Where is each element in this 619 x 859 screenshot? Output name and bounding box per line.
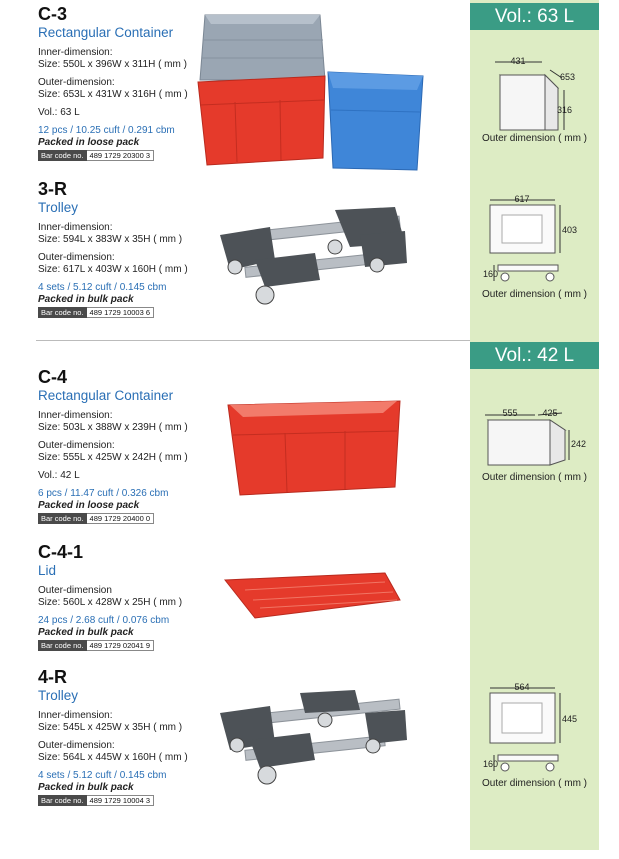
barcode: Bar code no. 489 1729 02041 9 bbox=[38, 640, 182, 651]
product-code: C-4 bbox=[38, 367, 68, 387]
inner-size: Size: 594L x 383W x 35H ( mm ) bbox=[38, 234, 183, 245]
product-code: C-4-1 bbox=[38, 542, 84, 562]
dimension-diagram-3r bbox=[480, 195, 590, 290]
inner-size: Size: 550L x 396W x 311H ( mm ) bbox=[38, 59, 187, 70]
crate-stack-image bbox=[195, 10, 430, 175]
inner-label: Inner-dimension: bbox=[38, 222, 113, 233]
inner-size: Size: 503L x 388W x 239H ( mm ) bbox=[38, 422, 188, 433]
product-c4 bbox=[38, 368, 188, 524]
wheel bbox=[228, 260, 242, 274]
svg-text:555: 555 bbox=[502, 408, 518, 418]
inner-label: Inner-dimension: bbox=[38, 47, 113, 58]
barcode: Bar code no. 489 1729 10004 3 bbox=[38, 795, 188, 806]
packing-type: Packed in bulk pack bbox=[38, 294, 134, 305]
product-code: 4-R bbox=[38, 667, 68, 687]
red-lid-image bbox=[215, 570, 405, 625]
outer-label: Outer-dimension: bbox=[38, 252, 115, 263]
product-name: Trolley bbox=[38, 688, 79, 703]
svg-text:242: 242 bbox=[571, 439, 587, 449]
packing-type: Packed in bulk pack bbox=[38, 627, 134, 638]
inner-label: Inner-dimension: bbox=[38, 410, 113, 421]
svg-text:160: 160 bbox=[483, 269, 499, 279]
product-4r bbox=[38, 668, 188, 806]
pack-info: 6 pcs / 11.47 cuft / 0.326 cbm bbox=[38, 488, 169, 499]
svg-text:403: 403 bbox=[562, 225, 578, 235]
wheel bbox=[230, 738, 244, 752]
svg-text:316: 316 bbox=[557, 105, 573, 115]
diagram-caption: Outer dimension ( mm ) bbox=[481, 472, 588, 483]
svg-text:160: 160 bbox=[483, 759, 499, 769]
packing-type: Packed in bulk pack bbox=[38, 782, 134, 793]
trolley-4r-image bbox=[215, 688, 410, 788]
inner-size: Size: 545L x 425W x 35H ( mm ) bbox=[38, 722, 183, 733]
pack-info: 12 pcs / 10.25 cuft / 0.291 cbm bbox=[38, 125, 175, 136]
pack-info: 4 sets / 5.12 cuft / 0.145 cbm bbox=[38, 770, 167, 781]
pack-info: 24 pcs / 2.68 cuft / 0.076 cbm bbox=[38, 615, 170, 626]
outer-size: Size: 653L x 431W x 316H ( mm ) bbox=[38, 89, 188, 100]
svg-text:617: 617 bbox=[514, 195, 530, 204]
svg-text:431: 431 bbox=[510, 56, 526, 66]
diagram-caption: Outer dimension ( mm ) bbox=[481, 133, 588, 144]
volume-text: Vol.: 63 L bbox=[38, 107, 80, 118]
trolley-3r-image bbox=[215, 205, 410, 310]
dimension-diagram-4r bbox=[480, 683, 590, 778]
product-c41 bbox=[38, 543, 182, 651]
svg-text:653: 653 bbox=[560, 72, 576, 82]
product-name: Trolley bbox=[38, 200, 79, 215]
outer-label: Outer-dimension: bbox=[38, 440, 115, 451]
outer-label: Outer-dimension bbox=[38, 585, 112, 596]
diagram-caption: Outer dimension ( mm ) bbox=[481, 778, 588, 789]
volume-banner-42: Vol.: 42 L bbox=[470, 342, 599, 369]
svg-text:445: 445 bbox=[562, 714, 578, 724]
product-code: 3-R bbox=[38, 179, 68, 199]
packing-type: Packed in loose pack bbox=[38, 137, 140, 148]
dimension-diagram-c3 bbox=[480, 50, 590, 135]
product-code: C-3 bbox=[38, 4, 68, 24]
red-crate-c4-image bbox=[225, 395, 405, 500]
dimension-diagram-c4 bbox=[480, 405, 590, 470]
barcode: Bar code no. 489 1729 10003 6 bbox=[38, 307, 188, 318]
diagram-caption: Outer dimension ( mm ) bbox=[481, 289, 588, 300]
svg-text:564: 564 bbox=[514, 683, 530, 692]
outer-size: Size: 560L x 428W x 25H ( mm ) bbox=[38, 597, 183, 608]
barcode: Bar code no. 489 1729 20400 0 bbox=[38, 513, 188, 524]
product-name: Rectangular Container bbox=[38, 25, 174, 40]
outer-size: Size: 617L x 403W x 160H ( mm ) bbox=[38, 264, 188, 275]
barcode: Bar code no. 489 1729 20300 3 bbox=[38, 150, 188, 161]
outer-label: Outer-dimension: bbox=[38, 77, 115, 88]
grey-crate bbox=[200, 15, 325, 80]
red-crate bbox=[198, 76, 325, 165]
product-name: Lid bbox=[38, 563, 57, 578]
svg-text:425: 425 bbox=[542, 408, 558, 418]
outer-label: Outer-dimension: bbox=[38, 740, 115, 751]
pack-info: 4 sets / 5.12 cuft / 0.145 cbm bbox=[38, 282, 167, 293]
product-3r bbox=[38, 180, 188, 318]
volume-text: Vol.: 42 L bbox=[38, 470, 80, 481]
volume-banner-63: Vol.: 63 L bbox=[470, 3, 599, 30]
outer-size: Size: 564L x 445W x 160H ( mm ) bbox=[38, 752, 188, 763]
product-c3 bbox=[38, 5, 188, 161]
section-divider bbox=[36, 340, 470, 341]
product-name: Rectangular Container bbox=[38, 388, 174, 403]
outer-size: Size: 555L x 425W x 242H ( mm ) bbox=[38, 452, 188, 463]
inner-label: Inner-dimension: bbox=[38, 710, 113, 721]
packing-type: Packed in loose pack bbox=[38, 500, 140, 511]
lid bbox=[225, 573, 400, 618]
